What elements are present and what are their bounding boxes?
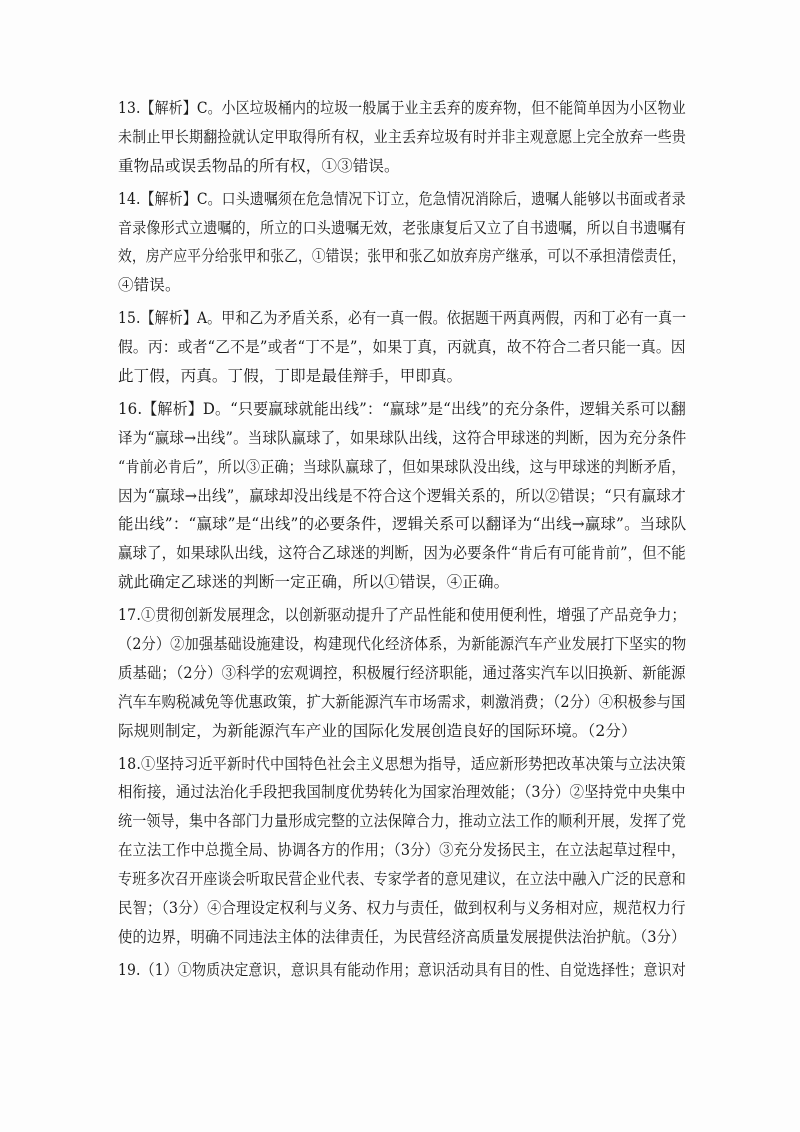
answer-18-line-7: 使的边界，明确不同违法主体的法律责任，为民营经济高质量发展提供法治护航。（3分） xyxy=(118,927,686,946)
answer-17-line-1: 17.①贯彻创新发展理念，以创新驱动提升了产品性能和使用便利性，增强了产品竞争力； xyxy=(118,606,686,625)
answer-19 xyxy=(118,956,686,985)
answer-16-line-6: 赢球了，如果球队出线，这符合乙球迷的判断，因为必要条件“肯后有可能肯前”，但不能 xyxy=(118,544,686,563)
answer-14-line-3: 效，房产应平分给张甲和张乙，①错误；张甲和张乙如放弃房产继承，可以不承担清偿责任， xyxy=(118,247,686,266)
answer-key-text xyxy=(118,94,686,989)
answer-17-line-2: （2分）②加强基础设施建设，构建现代化经济体系，为新能源汽车产业发展打下坚实的物 xyxy=(118,635,687,654)
answer-15-line-2: 假。丙：或者“乙不是”或者“丁不是”，如果丁真，丙就真，故不符合二者只能一真。因 xyxy=(118,338,686,357)
answer-16-line-3: “肯前必肯后”，所以③正确；当球队赢球了，但如果球队没出线，这与甲球迷的判断矛盾， xyxy=(118,457,686,476)
answer-15-line-3: 此丁假，丙真。丁假，丁即是最佳辩手，甲即真。 xyxy=(118,367,463,386)
answer-15-line-1: 15.【解析】A。甲和乙为矛盾关系，必有一真一假。依据题干两真两假，丙和丁必有一真一 xyxy=(118,309,687,328)
answer-17-line-5: 际规则制定，为新能源汽车产业的国际化发展创造良好的国际环境。（2分） xyxy=(118,721,637,740)
answer-14-line-4: ④错误。 xyxy=(118,276,181,295)
answer-16-line-4: 因为“赢球→出线”，赢球却没出线是不符合这个逻辑关系的，所以②错误；“只有赢球才 xyxy=(118,486,686,505)
answer-17 xyxy=(118,601,686,745)
answer-18-line-5: 专班多次召开座谈会听取民营企业代表、专家学者的意见建议，在立法中融入广泛的民意和 xyxy=(118,870,686,889)
answer-17-line-3: 质基础；（2分）③科学的宏观调控，积极履行经济职能，通过落实汽车以旧换新、新能源 xyxy=(118,663,686,682)
answer-14 xyxy=(118,185,686,301)
answer-19-line-1: 19.（1）①物质决定意识，意识具有能动作用；意识活动具有目的性、自觉选择性；意识对 xyxy=(118,960,686,979)
answer-13-line-1: 13.【解析】C。小区垃圾桶内的垃圾一般属于业主丢弃的废弃物，但不能简单因为小区物业 xyxy=(118,99,686,117)
answer-15 xyxy=(118,304,686,391)
answer-18-line-6: 民智；（3分）④合理设定权利与义务、权力与责任，做到权利与义务相对应，规范权力行 xyxy=(118,899,686,918)
answer-13 xyxy=(118,94,686,181)
answer-16-line-7: 就此确定乙球迷的判断一定正确，所以①错误，④正确。 xyxy=(118,573,510,592)
answer-18-line-1: 18.①坚持习近平新时代中国特色社会主义思想为指导，适应新形势把改革决策与立法决策 xyxy=(118,754,686,773)
answer-16-line-1: 16.【解析】D。“只要赢球就能出线”：“赢球”是“出线”的充分条件，逻辑关系可以翻 xyxy=(118,399,686,418)
answer-16-line-5: 能出线”：“赢球”是“出线”的必要条件，逻辑关系可以翻译为“出线→赢球”。当球队 xyxy=(118,515,687,534)
answer-13-line-3: 重物品或误丢物品的所有权，①③错误。 xyxy=(118,156,400,175)
answer-14-line-1: 14.【解析】C。口头遗嘱须在危急情况下订立，危急情况消除后，遗嘱人能够以书面或者录 xyxy=(118,189,686,208)
answer-18-line-2: 相衔接，通过法治化手段把我国制度优势转化为国家治理效能；（3分）②坚持党中央集中 xyxy=(118,783,686,802)
answer-13-line-2: 未制止甲长期翻捡就认定甲取得所有权，业主丢弃垃圾有时并非主观意愿上完全放弃一些贵 xyxy=(118,127,686,146)
answer-16-line-2: 译为“赢球→出线”。当球队赢球了，如果球队出线，这符合甲球迷的判断，因为充分条件 xyxy=(118,428,687,447)
answer-18-line-3: 统一领导，集中各部门力量形成完整的立法保障合力，推动立法工作的顺利开展，发挥了党 xyxy=(118,812,686,831)
answer-16 xyxy=(118,395,686,597)
answer-14-line-2: 音录像形式立遗嘱的，所立的口头遗嘱无效，老张康复后又立了自书遗嘱，所以自书遗嘱有 xyxy=(118,218,686,237)
answer-17-line-4: 汽车车购税减免等优惠政策，扩大新能源汽车市场需求，刺激消费；（2分）④积极参与国 xyxy=(118,692,686,711)
answer-18-line-4: 在立法工作中总揽全局、协调各方的作用；（3分）③充分发扬民主，在立法起草过程中， xyxy=(118,841,686,860)
answer-18 xyxy=(118,750,686,952)
